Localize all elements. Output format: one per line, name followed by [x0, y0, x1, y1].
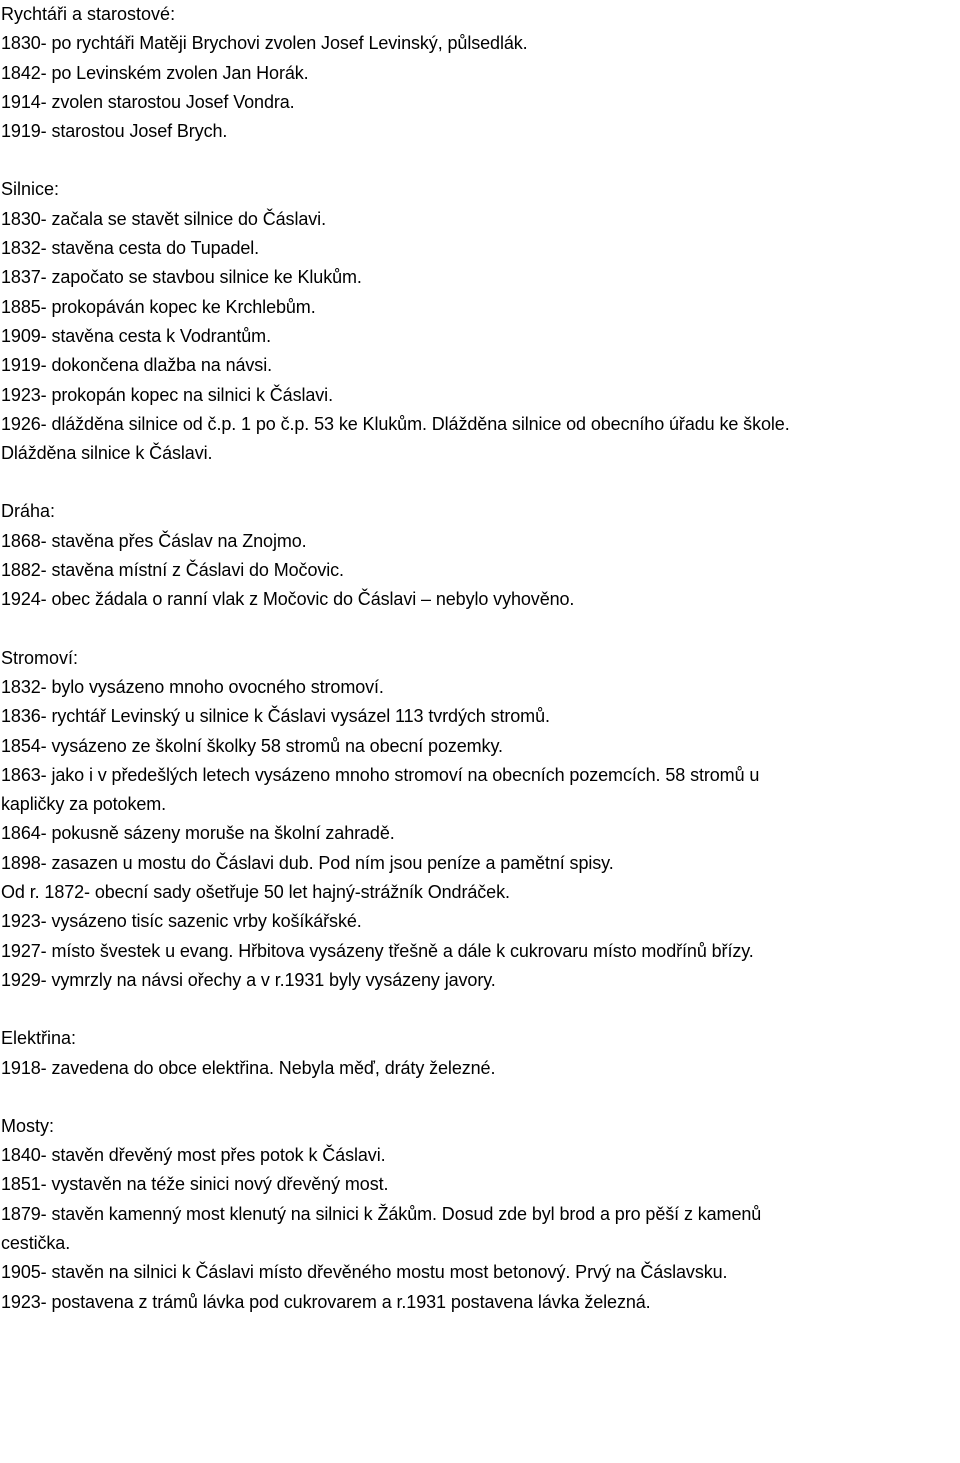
text-line: 1830- po rychtáři Matěji Brychovi zvolen Josef Levinský, půlsedlák.	[1, 33, 528, 54]
section-rychtari	[1, 0, 960, 146]
section-heading: Silnice:	[1, 179, 60, 200]
text-line: 1919- starostou Josef Brych.	[1, 121, 228, 142]
section-heading: Mosty:	[1, 1115, 55, 1136]
text-line: 1840- stavěn dřevěný most přes potok k Čáslavi.	[1, 1145, 386, 1166]
text-line: 1918- zavedena do obce elektřina. Nebyla měď, dráty železné.	[1, 1057, 496, 1078]
text-line: 1863- jako i v předešlých letech vysázeno mnoho stromoví na obecních pozemcích. 58 stromů u	[1, 764, 760, 785]
text-line: 1905- stavěn na silnici k Čáslavi místo dřevěného mostu most betonový. Prvý na Čáslavsku.	[1, 1262, 728, 1283]
text-line: 1830- začala se stavět silnice do Čáslavi.	[1, 208, 326, 229]
section-heading: Stromoví:	[1, 647, 79, 668]
text-line: 1898- zasazen u mostu do Čáslavi dub. Pod ním jsou peníze a pamětní spisy.	[1, 852, 614, 873]
text-line: 1919- dokončena dlažba na návsi.	[1, 355, 273, 376]
text-line: 1923- prokopán kopec na silnici k Čáslavi.	[1, 384, 333, 405]
text-line: 1842- po Levinském zvolen Jan Horák.	[1, 62, 309, 83]
text-line: 1868- stavěna přes Čáslav na Znojmo.	[1, 530, 307, 551]
text-line: 1926- dlážděna silnice od č.p. 1 po č.p. 53 ke Klukům. Dlážděna silnice od obecního úřadu ke škole.	[1, 413, 790, 434]
text-line: 1864- pokusně sázeny moruše na školní zahradě.	[1, 823, 395, 844]
section-mosty	[1, 1112, 960, 1317]
text-line: 1924- obec žádala o ranní vlak z Močovic do Čáslavi – nebylo vyhověno.	[1, 589, 575, 610]
text-line: 1885- prokopáván kopec ke Krchlebům.	[1, 296, 316, 317]
text-line: 1923- postavena z trámů lávka pod cukrovarem a r.1931 postavena lávka železná.	[1, 1291, 651, 1312]
section-stromovi	[1, 644, 960, 996]
section-heading: Elektřina:	[1, 1028, 77, 1049]
text-line: 1929- vymrzly na návsi ořechy a v r.1931 byly vysázeny javory.	[1, 969, 496, 990]
text-line: Od r. 1872- obecní sady ošetřuje 50 let hajný-strážník Ondráček.	[1, 882, 510, 903]
text-line: 1836- rychtář Levinský u silnice k Čáslavi vysázel 113 tvrdých stromů.	[1, 706, 550, 727]
text-line: 1837- započato se stavbou silnice ke Klukům.	[1, 267, 362, 288]
section-draha	[1, 497, 960, 614]
text-line: 1832- stavěna cesta do Tupadel.	[1, 238, 260, 259]
text-line: 1851- vystavěn na téže sinici nový dřevěný most.	[1, 1174, 389, 1195]
text-line: kapličky za potokem.	[1, 794, 167, 815]
text-line: Dlážděna silnice k Čáslavi.	[1, 443, 213, 464]
text-line: 1914- zvolen starostou Josef Vondra.	[1, 91, 295, 112]
section-heading: Dráha:	[1, 501, 56, 522]
text-line: 1927- místo švestek u evang. Hřbitova vysázeny třešně a dále k cukrovaru místo modřínů břízy.	[1, 940, 754, 961]
text-line: 1923- vysázeno tisíc sazenic vrby košíkářské.	[1, 911, 362, 932]
text-line: 1854- vysázeno ze školní školky 58 stromů na obecní pozemky.	[1, 735, 503, 756]
section-elektrina	[1, 1024, 960, 1083]
text-line: 1832- bylo vysázeno mnoho ovocného stromoví.	[1, 676, 384, 697]
text-line: 1909- stavěna cesta k Vodrantům.	[1, 325, 271, 346]
text-line: 1879- stavěn kamenný most klenutý na silnici k Žákům. Dosud zde byl brod a pro pěší z kamenů	[1, 1203, 762, 1224]
section-silnice	[1, 175, 960, 468]
text-line: cestička.	[1, 1232, 71, 1253]
section-heading: Rychtáři a starostové:	[1, 4, 176, 24]
text-line: 1882- stavěna místní z Čáslavi do Močovic.	[1, 560, 344, 581]
